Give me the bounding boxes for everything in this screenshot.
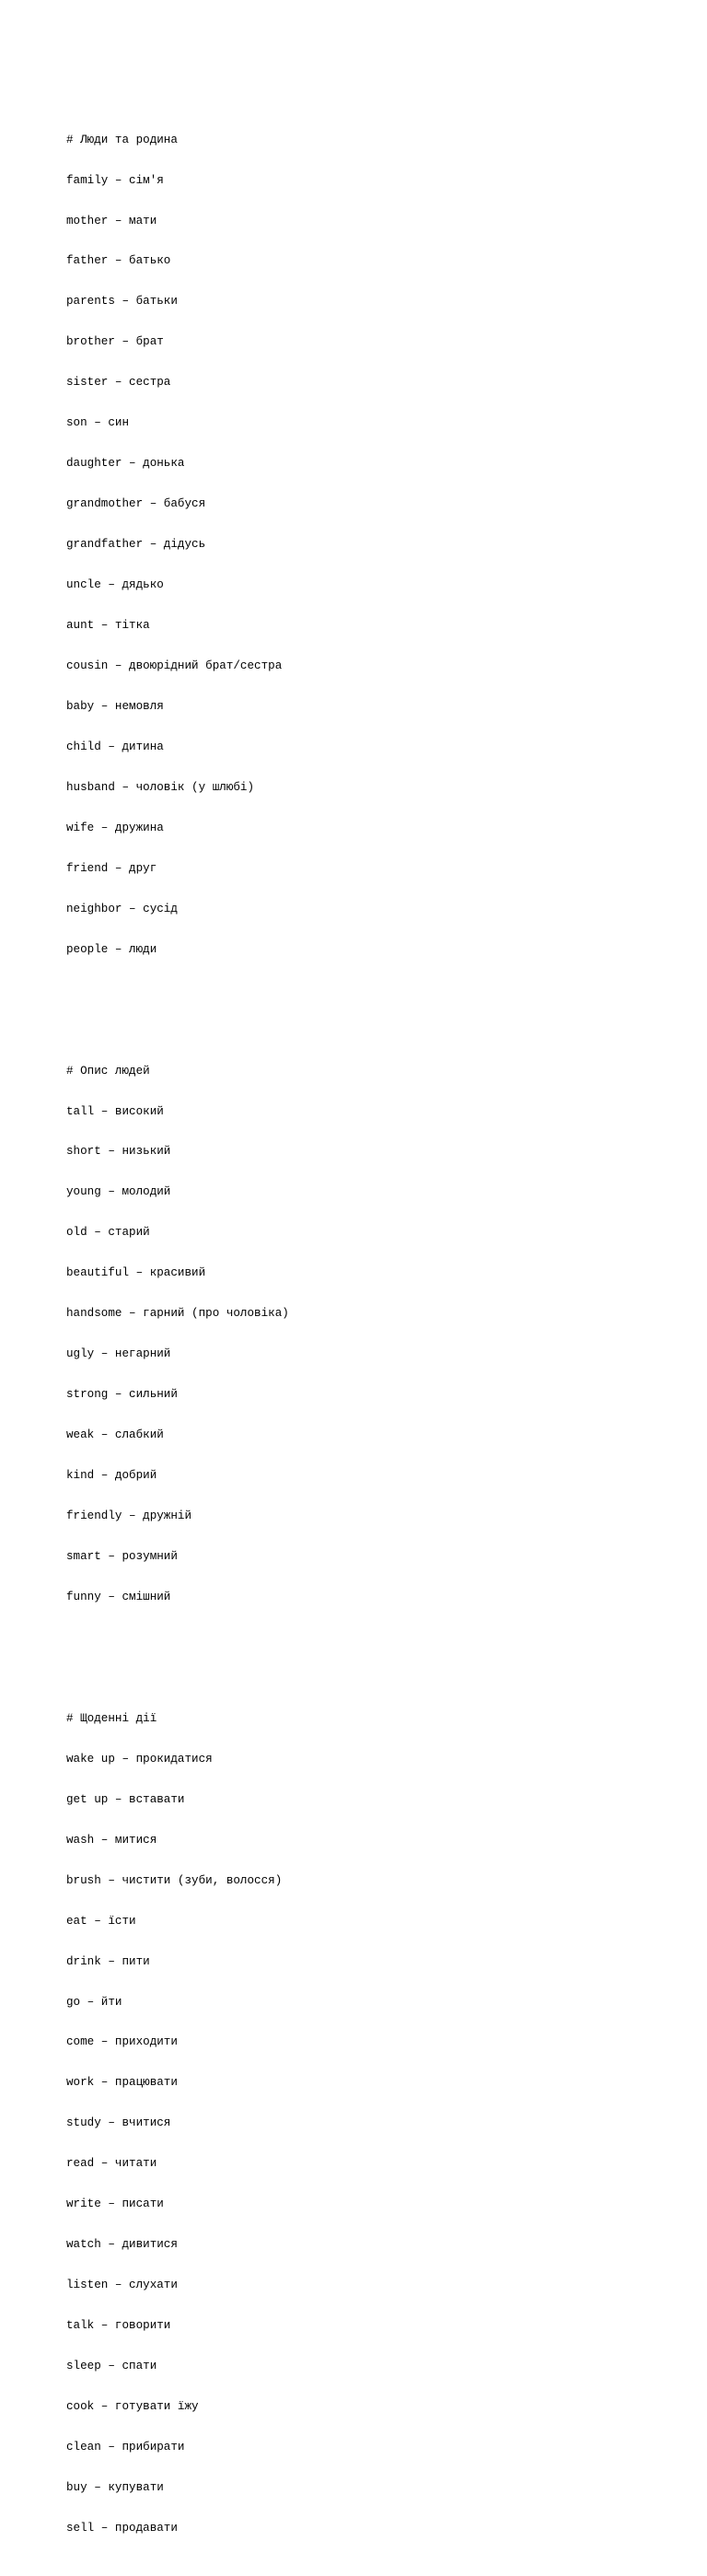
vocab-line: mother – мати <box>66 214 157 227</box>
vocab-line: family – сім'я <box>66 173 164 187</box>
vocab-line: grandfather – дідусь <box>66 538 206 552</box>
vocab-line: smart – розумний <box>66 1550 178 1563</box>
vocab-line: grandmother – бабуся <box>66 497 206 511</box>
vocab-line: sleep – спати <box>66 2360 157 2373</box>
vocab-line: work – працювати <box>66 2076 178 2090</box>
vocab-line: eat – їсти <box>66 1914 136 1928</box>
section-people-family <box>66 106 674 983</box>
vocab-line: wash – митися <box>66 1833 157 1847</box>
vocab-line: tall – високий <box>66 1104 164 1118</box>
vocab-line: study – вчитися <box>66 2116 171 2130</box>
vocab-line: son – син <box>66 416 130 430</box>
vocab-line: beautiful – красивий <box>66 1266 206 1280</box>
vocab-line: read – читати <box>66 2157 157 2171</box>
vocab-line: ugly – негарний <box>66 1347 171 1361</box>
vocab-line: cousin – двоюрідний брат/сестра <box>66 659 283 673</box>
vocab-line: parents – батьки <box>66 295 178 309</box>
vocab-line: people – люди <box>66 942 157 956</box>
vocab-line: father – батько <box>66 254 171 268</box>
vocab-line: listen – слухати <box>66 2279 178 2292</box>
vocab-line: uncle – дядько <box>66 578 164 592</box>
vocab-line: friend – друг <box>66 861 157 875</box>
vocab-line: cook – готувати їжу <box>66 2400 199 2414</box>
section-heading: # Опис людей <box>66 1064 150 1078</box>
section-heading: # Щоденні дії <box>66 1711 157 1725</box>
section-describing-people <box>66 1037 674 1631</box>
vocab-line: funny – смішний <box>66 1590 171 1603</box>
vocab-line: get up – вставати <box>66 1792 185 1806</box>
vocabulary-document <box>66 79 674 2576</box>
vocab-line: buy – купувати <box>66 2480 164 2494</box>
vocab-line: wife – дружина <box>66 821 164 834</box>
vocab-line: daughter – донька <box>66 457 185 471</box>
vocab-line: watch – дивитися <box>66 2238 178 2252</box>
vocab-line: brush – чистити (зуби, волосся) <box>66 1873 283 1887</box>
vocab-line: brother – брат <box>66 335 164 349</box>
vocab-line: talk – говорити <box>66 2319 171 2333</box>
vocab-line: sister – сестра <box>66 376 171 390</box>
vocab-line: old – старий <box>66 1226 150 1240</box>
vocab-line: write – писати <box>66 2197 164 2211</box>
vocab-line: short – низький <box>66 1145 171 1159</box>
vocab-line: strong – сильний <box>66 1388 178 1402</box>
vocab-line: baby – немовля <box>66 699 164 713</box>
vocab-line: handsome – гарний (про чоловіка) <box>66 1307 289 1321</box>
vocab-line: go – йти <box>66 1995 122 2009</box>
section-heading: # Люди та родина <box>66 133 178 146</box>
vocab-line: kind – добрий <box>66 1469 157 1483</box>
vocab-line: drink – пити <box>66 1954 150 1968</box>
vocab-line: weak – слабкий <box>66 1428 164 1442</box>
vocab-line: wake up – прокидатися <box>66 1752 213 1766</box>
vocab-line: clean – прибирати <box>66 2440 185 2454</box>
vocab-line: young – молодий <box>66 1185 171 1199</box>
vocab-line: friendly – дружній <box>66 1509 192 1523</box>
vocab-line: neighbor – сусід <box>66 902 178 915</box>
vocab-line: husband – чоловік (у шлюбі) <box>66 780 255 794</box>
section-daily-actions <box>66 1685 674 2562</box>
vocab-line: child – дитина <box>66 740 164 753</box>
vocab-line: aunt – тітка <box>66 619 150 633</box>
vocab-line: sell – продавати <box>66 2521 178 2535</box>
vocab-line: come – приходити <box>66 2035 178 2049</box>
